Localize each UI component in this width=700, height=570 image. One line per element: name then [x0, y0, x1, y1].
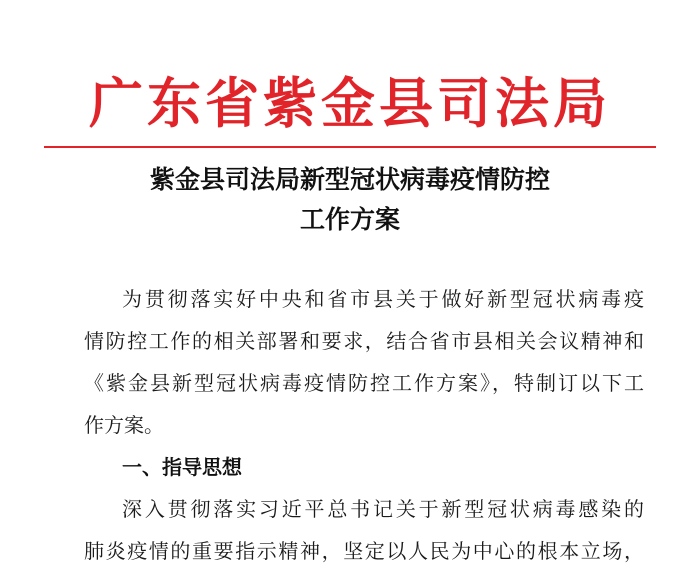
section-heading-guiding-thought: 一、指导思想	[122, 455, 242, 479]
intro-paragraph-line-2: 情防控工作的相关部署和要求，结合省市县相关会议精神和	[84, 329, 644, 353]
intro-paragraph-line-3: 《紫金县新型冠状病毒疫情防控工作方案》，特制订以下工	[84, 371, 644, 395]
section1-paragraph-line-1: 深入贯彻落实习近平总书记关于新型冠状病毒感染的	[122, 497, 644, 521]
document-title-line-2: 工作方案	[299, 205, 400, 234]
letterhead-red-rule	[44, 146, 656, 148]
section1-paragraph-line-2: 肺炎疫情的重要指示精神，坚定以人民为中心的根本立场，	[84, 539, 644, 563]
document-title-line-1: 紫金县司法局新型冠状病毒疫情防控	[149, 165, 550, 194]
intro-paragraph-line-4: 作方案。	[84, 413, 164, 437]
letterhead-organization: 广东省紫金县司法局	[89, 71, 611, 135]
intro-paragraph-line-1: 为贯彻落实好中央和省市县关于做好新型冠状病毒疫	[122, 287, 644, 311]
